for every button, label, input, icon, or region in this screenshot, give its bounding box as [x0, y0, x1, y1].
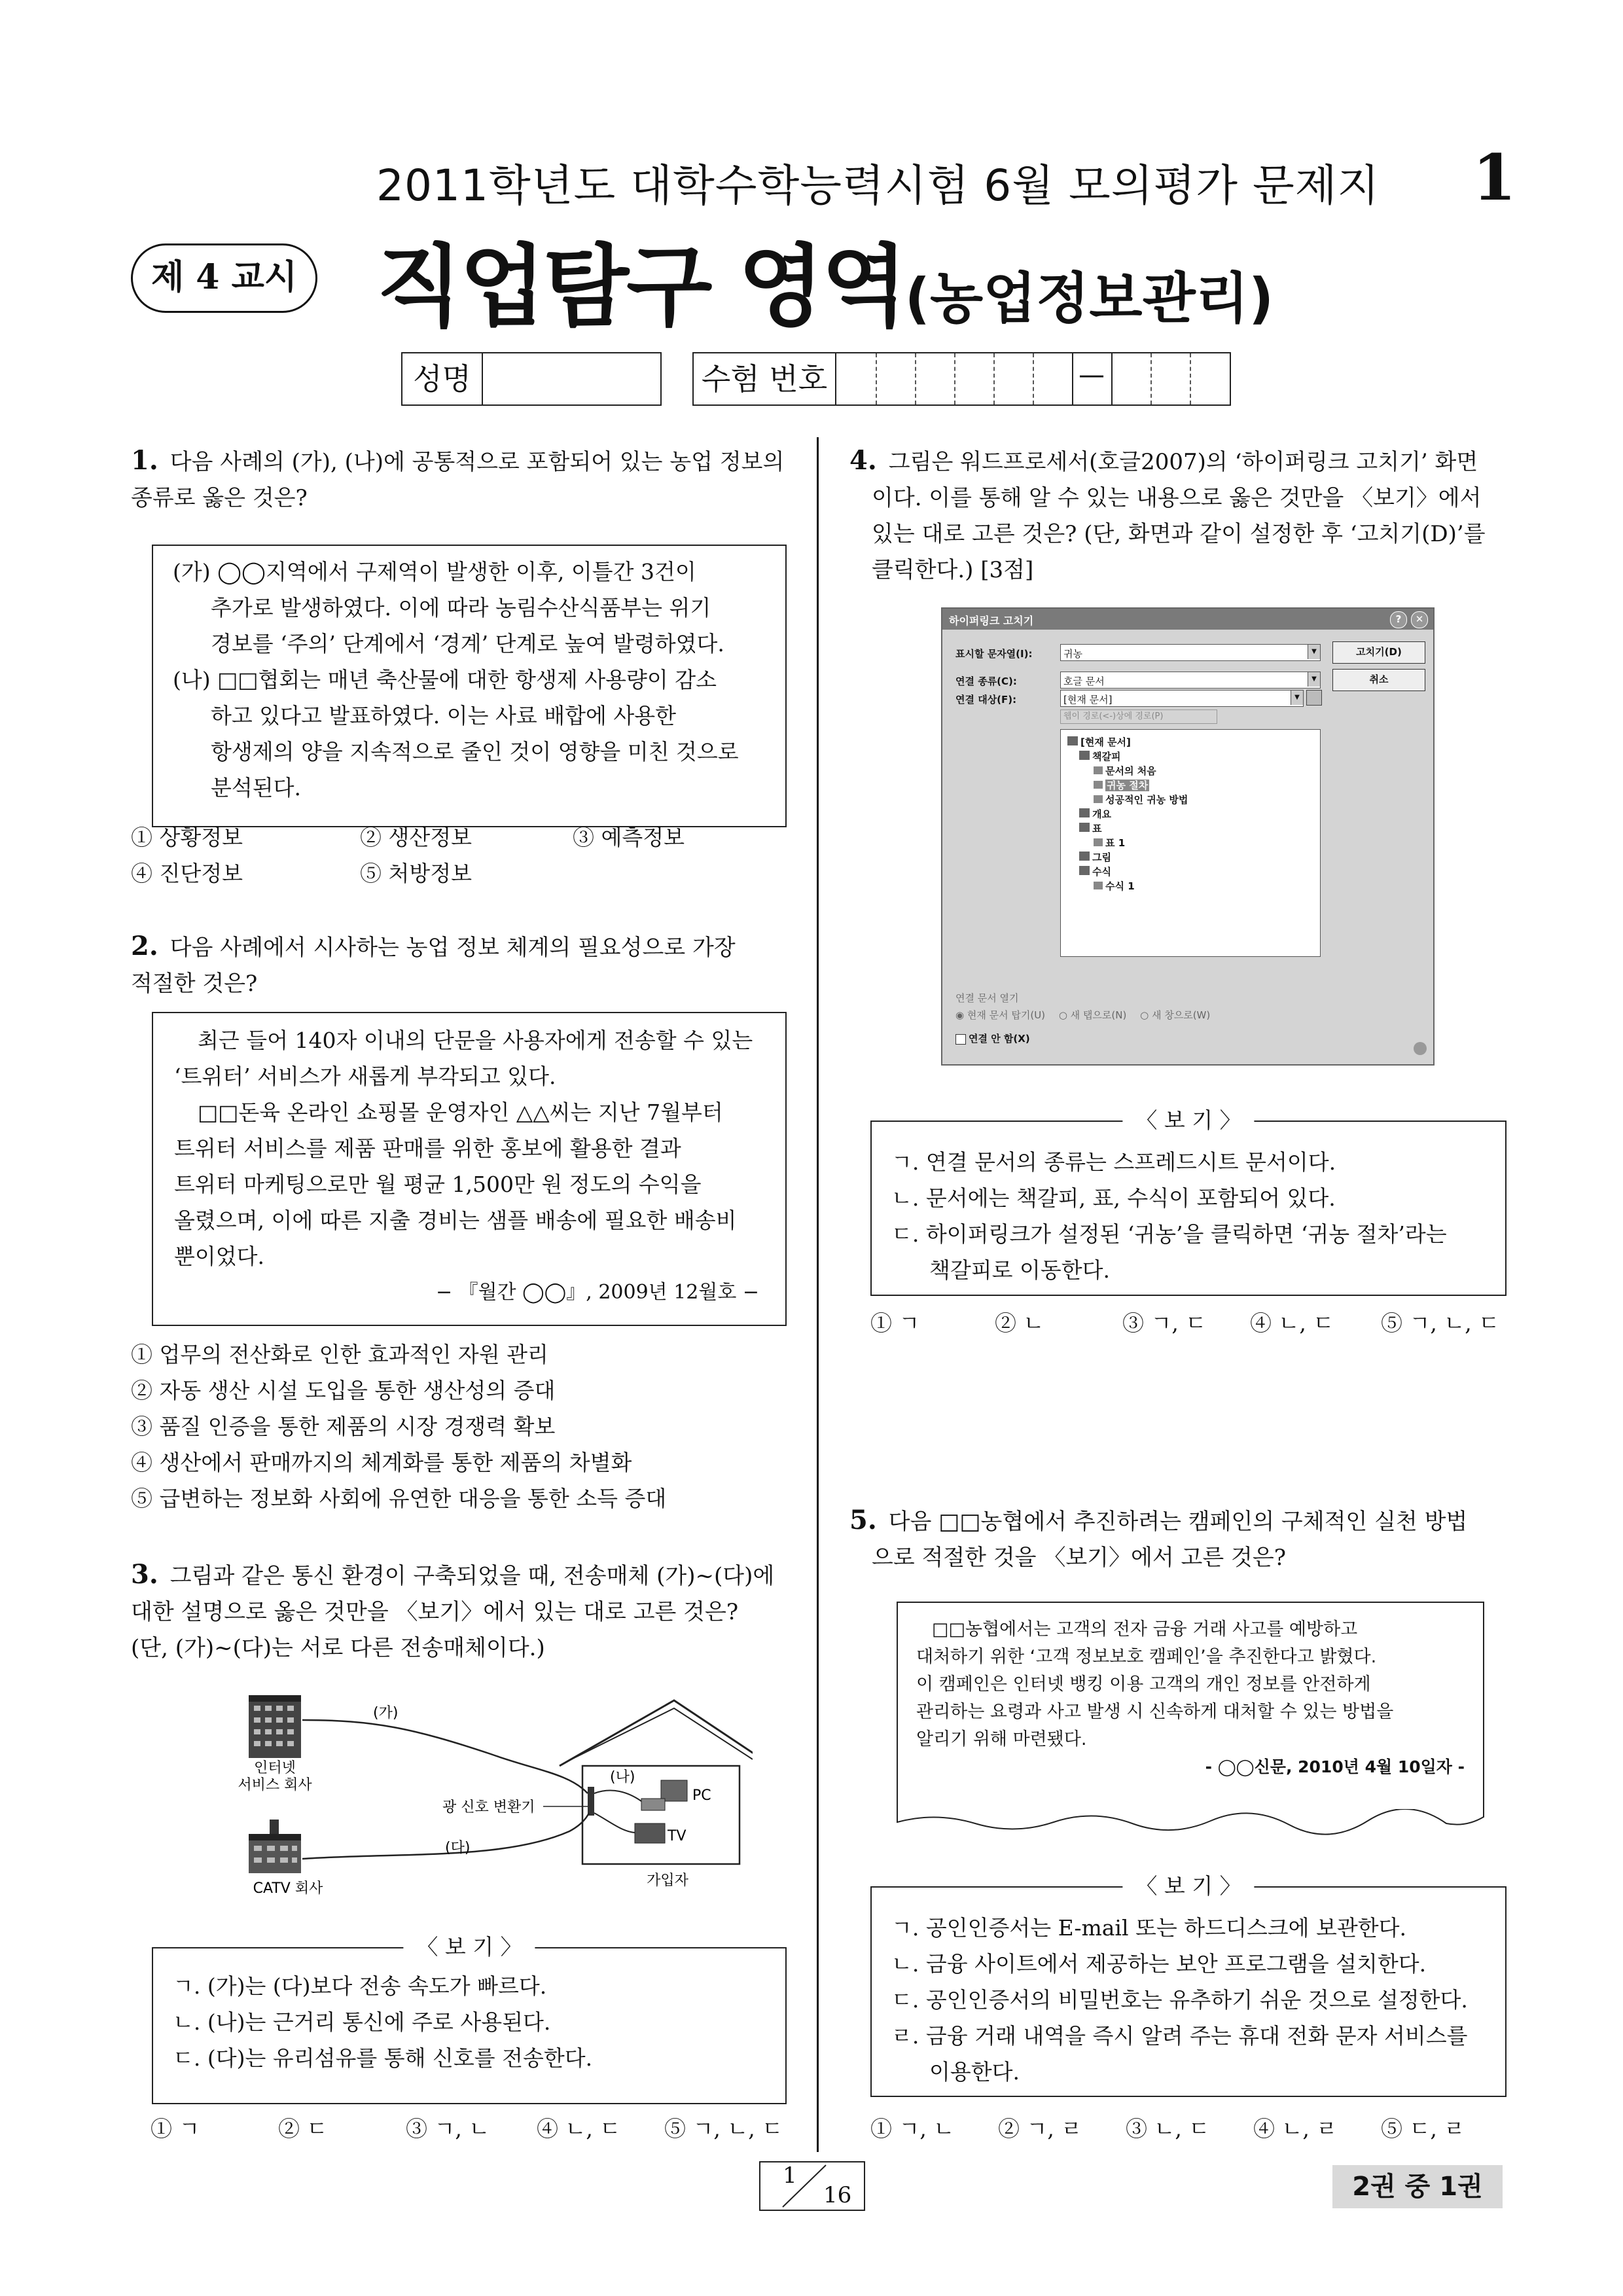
q1-option-4[interactable]: ④ 진단정보 — [131, 861, 243, 886]
exam-title: 2011학년도 대학수학능력시험 6월 모의평가 문제지 — [376, 160, 1380, 211]
q5-number: 5. — [849, 1505, 877, 1535]
name-input[interactable] — [482, 352, 662, 406]
q2-case-line: 트위터 마케팅으로만 월 평균 1,500만 원 정도의 수익을 — [174, 1172, 702, 1197]
link-target-select[interactable] — [1060, 690, 1304, 707]
cancel-button[interactable] — [1332, 669, 1425, 691]
q2-option-1[interactable]: ① 업무의 전산화로 인한 효과적인 자원 관리 — [131, 1342, 548, 1367]
tree-node[interactable] — [1094, 879, 1135, 893]
radio-new-tab-label: 새 탭으로(N) — [1070, 1009, 1127, 1021]
tree-label: 문서의 처음 — [1105, 765, 1156, 777]
q2-case-box — [152, 1012, 787, 1326]
book-icon — [1067, 736, 1078, 745]
q4-bogi-item: 책갈피로 이동한다. — [929, 1257, 1111, 1283]
tv-icon — [635, 1823, 665, 1843]
tree-node[interactable] — [1079, 821, 1102, 835]
q1-option-1[interactable]: ① 상황정보 — [131, 825, 243, 850]
disabled-path-button — [1060, 709, 1217, 724]
q2-stem-line1: 다음 사례에서 시사하는 농업 정보 체계의 필요성으로 가장 — [169, 935, 736, 961]
label-na: (나) — [610, 1769, 635, 1785]
tree-label: 수식 1 — [1105, 880, 1135, 892]
q5-bogi-item: ㄴ. 금융 사이트에서 제공하는 보안 프로그램을 설치한다. — [891, 1951, 1427, 1977]
tree-node[interactable] — [1079, 749, 1120, 763]
radio-new-window[interactable]: ○ 새 창으로(W) — [1140, 1009, 1211, 1021]
exam-no-input[interactable] — [835, 352, 1231, 406]
q4-bogi-item: ㄱ. 연결 문서의 종류는 스프레드시트 문서이다. — [891, 1149, 1336, 1175]
session-label: 제 4 교시 — [151, 257, 298, 297]
tree-node[interactable] — [1079, 807, 1111, 821]
tree-node[interactable] — [1094, 836, 1125, 850]
question-4 — [849, 442, 1517, 588]
name-label-cell — [401, 352, 483, 406]
q1-case-line: 분석된다. — [211, 775, 302, 800]
radio-new-tab[interactable]: ○ 새 탭으로(N) — [1058, 1009, 1127, 1021]
q3-network-figure — [229, 1689, 753, 1911]
q2-options — [131, 1336, 792, 1516]
q4-number: 4. — [849, 445, 877, 476]
volume-badge — [1332, 2165, 1503, 2208]
bookmark-icon — [1094, 838, 1103, 846]
isp-label-2: 서비스 회사 — [238, 1777, 312, 1793]
display-text-input[interactable] — [1060, 644, 1321, 661]
radio-new-window-label: 새 창으로(W) — [1151, 1009, 1211, 1021]
book-icon — [1079, 751, 1090, 760]
q1-stem-line1: 다음 사례의 (가), (나)에 공통적으로 포함되어 있는 농업 정보의 — [169, 449, 785, 475]
q5-bogi-box — [870, 1873, 1507, 2097]
tree-label: [현재 문서] — [1080, 736, 1131, 748]
q5-options — [870, 2111, 1525, 2150]
q4-option-4[interactable]: ④ ㄴ, ㄷ — [1250, 1310, 1334, 1336]
catv-building-icon — [249, 1820, 301, 1873]
exam-no-dash: — — [1079, 360, 1105, 390]
q4-stem-line4: 클릭한다.) [3점] — [872, 557, 1034, 583]
q2-option-4[interactable]: ④ 생산에서 판매까지의 체계화를 통한 제품의 차별화 — [131, 1450, 632, 1475]
question-3 — [131, 1556, 798, 1666]
page-total: 16 — [823, 2182, 852, 2208]
q2-option-3[interactable]: ③ 품질 인증을 통한 제품의 시장 경쟁력 확보 — [131, 1414, 556, 1439]
book-icon — [1079, 823, 1090, 832]
q1-option-5[interactable]: ⑤ 처방정보 — [360, 861, 473, 886]
dialog-title: 하이퍼링크 고치기 — [949, 615, 1034, 627]
help-icon[interactable]: ? — [1390, 611, 1407, 628]
label-da: (다) — [445, 1840, 471, 1856]
q5-bogi-item: ㄷ. 공인인증서의 비밀번호는 유추하기 쉬운 것으로 설정한다. — [891, 1987, 1468, 2013]
book-icon — [1079, 808, 1090, 817]
q4-bogi-item: ㄷ. 하이퍼링크가 설정된 ‘귀농’을 클릭하면 ‘귀농 절차’라는 — [891, 1221, 1447, 1247]
exam-no-label: 수험 번호 — [701, 361, 828, 397]
tree-label: 그림 — [1092, 852, 1111, 863]
dropdown-arrow-icon[interactable]: ▼ — [1308, 645, 1320, 659]
q5-bogi-item: ㄱ. 공인인증서는 E-mail 또는 하드디스크에 보관한다. — [891, 1915, 1407, 1941]
bookmark-icon — [1094, 766, 1103, 774]
tv-label: TV — [668, 1828, 687, 1844]
tree-label: 성공적인 귀농 방법 — [1105, 794, 1188, 806]
isp-building-icon — [249, 1695, 301, 1758]
q5-article-line: 대처하기 위한 ‘고객 정보보호 캠페인’을 추진한다고 밝혔다. — [916, 1647, 1377, 1667]
q3-option-4[interactable]: ④ ㄴ, ㄷ — [537, 2116, 621, 2142]
q2-source: − 『월간 ◯◯』, 2009년 12월호 − — [435, 1281, 759, 1304]
q4-stem-line1: 그림은 워드프로세서(호글2007)의 ‘하이퍼링크 고치기’ 화면 — [888, 449, 1478, 475]
link-target-value: [현재 문서] — [1063, 694, 1113, 706]
open-options — [955, 1008, 1210, 1022]
close-icon[interactable]: ✕ — [1411, 611, 1428, 628]
corner-icon — [1414, 1042, 1427, 1055]
q2-case-line: 올렸으며, 이에 따른 지출 경비는 샘플 배송에 필요한 배송비 — [174, 1208, 737, 1233]
tree-label: 표 1 — [1105, 837, 1126, 849]
q4-bogi-item: ㄴ. 문서에는 책갈피, 표, 수식이 포함되어 있다. — [891, 1185, 1336, 1211]
q5-option-4[interactable]: ④ ㄴ, ㄹ — [1253, 2116, 1338, 2142]
q2-case-line: 최근 들어 140자 이내의 단문을 사용자에게 전송할 수 있는 — [198, 1028, 753, 1053]
question-5 — [849, 1502, 1517, 1576]
q1-case-line: 경보를 ‘주의’ 단계에서 ‘경계’ 단계로 높여 발령하였다. — [211, 631, 724, 656]
q5-article-line: 이 캠페인은 인터넷 뱅킹 이용 고객의 개인 정보를 안전하게 — [916, 1674, 1371, 1695]
q3-number: 3. — [131, 1559, 158, 1590]
tree-node[interactable] — [1079, 850, 1111, 864]
q5-option-3[interactable]: ③ ㄴ, ㄷ — [1126, 2116, 1210, 2142]
question-2 — [131, 928, 792, 1002]
q3-stem-line2: 대한 설명으로 옳은 것만을 〈보기〉에서 있는 대로 고른 것은? — [131, 1599, 739, 1625]
q5-bogi-title: 〈 보 기 〉 — [1122, 1869, 1254, 1900]
q4-stem-line3: 있는 대로 고른 것은? (단, 화면과 같이 설정한 후 ‘고치기(D)’를 — [872, 521, 1486, 547]
display-text-label: 표시할 문자열(I): — [955, 648, 1033, 660]
q1-case-line: (나) □□협회는 매년 축산물에 대한 항생제 사용량이 감소 — [173, 667, 717, 692]
q3-bogi-item: ㄴ. (나)는 근거리 통신에 주로 사용된다. — [173, 2009, 551, 2035]
q5-article-torn-edge — [897, 1809, 1484, 1835]
document-tree[interactable] — [1060, 729, 1321, 957]
page-number-box — [759, 2161, 865, 2211]
q1-case-line: 추가로 발생하였다. 이에 따라 농림수산식품부는 위기 — [211, 595, 711, 620]
q2-case-line: ‘트위터’ 서비스가 새롭게 부각되고 있다. — [174, 1064, 556, 1089]
q4-option-5[interactable]: ⑤ ㄱ, ㄴ, ㄷ — [1381, 1310, 1500, 1336]
q2-number: 2. — [131, 931, 158, 961]
q4-stem-line2: 이다. 이를 통해 알 수 있는 내용으로 옳은 것만을 〈보기〉에서 — [872, 485, 1482, 511]
q4-bogi-box — [870, 1107, 1507, 1296]
bookmark-icon — [1094, 795, 1103, 803]
page-current: 1 — [783, 2162, 797, 2189]
tree-node-selected[interactable] — [1094, 778, 1149, 792]
q4-option-3[interactable]: ③ ㄱ, ㄷ — [1122, 1310, 1207, 1336]
q5-option-1[interactable]: ① ㄱ, ㄴ — [870, 2116, 955, 2142]
q3-bogi-box — [152, 1934, 787, 2104]
cancel-button-label: 취소 — [1369, 673, 1389, 685]
tree-node[interactable] — [1079, 865, 1111, 878]
ok-button[interactable] — [1332, 641, 1425, 664]
open-doc-label: 연결 문서 열기 — [955, 992, 1019, 1004]
q5-option-2[interactable]: ② ㄱ, ㄹ — [998, 2116, 1082, 2142]
q1-case-box — [152, 545, 787, 827]
q5-option-5[interactable]: ⑤ ㄷ, ㄹ — [1381, 2116, 1465, 2142]
pc-icon — [641, 1780, 687, 1810]
folder-icon[interactable] — [1306, 690, 1322, 706]
tree-label: 책갈피 — [1092, 751, 1121, 762]
no-link-label: 연결 안 함(X) — [969, 1033, 1030, 1045]
isp-label-1: 인터넷 — [254, 1760, 296, 1776]
q4-option-2[interactable]: ② ㄴ — [995, 1310, 1044, 1336]
q1-case-line: 항생제의 양을 지속적으로 줄인 것이 영향을 미친 것으로 — [211, 739, 739, 764]
q3-bogi-item: ㄷ. (다)는 유리섬유를 통해 신호를 전송한다. — [173, 2045, 593, 2071]
exam-no-label-cell — [692, 352, 836, 406]
q3-stem-line3: (단, (가)~(다)는 서로 다른 전송매체이다.) — [131, 1635, 545, 1661]
q3-bogi-item: ㄱ. (가)는 (다)보다 전송 속도가 빠르다. — [173, 1973, 547, 1999]
q1-stem-line2: 종류로 옳은 것은? — [131, 485, 308, 511]
q1-option-3[interactable]: ③ 예측정보 — [573, 825, 685, 850]
q2-case-line: □□돈육 온라인 쇼핑몰 운영자인 △△씨는 지난 7월부터 — [198, 1100, 723, 1125]
q5-article-source: - ◯◯신문, 2010년 4월 10일자 - — [1205, 1757, 1465, 1776]
tree-label: 표 — [1092, 823, 1102, 834]
q2-case-line: 트위터 서비스를 제품 판매를 위한 홍보에 활용한 결과 — [174, 1136, 681, 1161]
ok-button-label: 고치기(D) — [1356, 646, 1402, 658]
tree-node[interactable] — [1067, 735, 1131, 749]
q4-options — [870, 1305, 1525, 1344]
q2-stem-line2: 적절한 것은? — [131, 971, 258, 997]
dropdown-arrow-icon[interactable]: ▼ — [1308, 672, 1320, 687]
q5-article-box — [897, 1602, 1484, 1811]
pc-label: PC — [692, 1787, 711, 1804]
q2-option-2[interactable]: ② 자동 생산 시설 도입을 통한 생산성의 증대 — [131, 1378, 556, 1403]
q3-options — [151, 2111, 805, 2150]
catv-label: CATV 회사 — [253, 1880, 323, 1897]
tree-label: 귀농 절차 — [1107, 780, 1149, 791]
q3-option-5[interactable]: ⑤ ㄱ, ㄴ, ㄷ — [664, 2116, 783, 2142]
checkbox-icon[interactable] — [955, 1034, 966, 1045]
home-label: 가입자 — [647, 1873, 688, 1889]
dialog-titlebar — [942, 609, 1433, 630]
q4-option-1[interactable]: ① ㄱ — [870, 1310, 920, 1336]
q2-option-5[interactable]: ⑤ 급변하는 정보화 사회에 유연한 대응을 통한 소득 증대 — [131, 1486, 667, 1511]
tree-node[interactable] — [1094, 764, 1156, 778]
q5-stem-line2: 으로 적절한 것을 〈보기〉에서 고른 것은? — [872, 1545, 1286, 1571]
q1-option-2[interactable]: ② 생산정보 — [360, 825, 473, 850]
tree-node[interactable] — [1094, 793, 1188, 806]
book-icon — [1079, 866, 1090, 875]
tree-label: 개요 — [1092, 808, 1111, 820]
q5-article-line: □□농협에서는 고객의 전자 금융 거래 사고를 예방하고 — [932, 1619, 1358, 1640]
radio-current-label: 현재 문서 탑기(U) — [967, 1009, 1046, 1021]
column-divider — [817, 437, 819, 2152]
q2-case-line: 뿐이었다. — [174, 1244, 265, 1269]
dropdown-arrow-icon[interactable]: ▼ — [1291, 691, 1303, 705]
q3-option-1[interactable]: ① ㄱ — [151, 2116, 200, 2142]
modem-label: 광 신호 변환기 — [442, 1799, 535, 1816]
name-label: 성명 — [413, 361, 471, 397]
link-type-label: 연결 종류(C): — [955, 675, 1017, 687]
session-badge — [131, 243, 317, 313]
book-icon — [1079, 852, 1090, 861]
q1-case-line: 하고 있다고 발표하였다. 이는 사료 배합에 사용한 — [211, 703, 676, 728]
disabled-path-label: 웹이 경로(<-)상에 경로(P) — [1063, 711, 1164, 721]
q3-option-2[interactable]: ② ㄷ — [278, 2116, 328, 2142]
q5-bogi-item: ㄹ. 금융 거래 내역을 즉시 알려 주는 휴대 전화 문자 서비스를 — [891, 2023, 1468, 2049]
subject-title — [376, 215, 1274, 343]
link-type-select[interactable] — [1060, 672, 1321, 689]
display-text-value: 귀농 — [1063, 648, 1082, 660]
label-ga: (가) — [373, 1705, 399, 1721]
q1-number: 1. — [131, 445, 158, 476]
q5-stem-line1: 다음 □□농협에서 추진하려는 캠페인의 구체적인 실천 방법 — [888, 1509, 1468, 1535]
tree-label: 수식 — [1092, 866, 1111, 878]
q1-case-line: (가) ◯◯지역에서 구제역이 발생한 이후, 이틀간 3건이 — [173, 559, 696, 584]
no-link-checkbox[interactable] — [955, 1031, 1030, 1045]
subject-sub: (농업정보관리) — [904, 266, 1274, 331]
bookmark-icon — [1094, 781, 1103, 789]
subject-main: 직업탐구 영역 — [376, 236, 905, 339]
hyperlink-dialog — [941, 607, 1435, 1066]
q4-bogi-title: 〈 보 기 〉 — [1122, 1103, 1254, 1134]
link-type-value: 호글 문서 — [1063, 675, 1105, 687]
page-badge: 1 — [1472, 141, 1516, 215]
q1-options — [131, 819, 792, 891]
q5-article-line: 관리하는 요령과 사고 발생 시 신속하게 대처할 수 있는 방법을 — [916, 1702, 1394, 1722]
bookmark-icon — [1094, 882, 1103, 889]
q5-article-line: 알리기 위해 마련됐다. — [916, 1729, 1087, 1749]
q3-bogi-title: 〈 보 기 〉 — [403, 1930, 535, 1961]
radio-current[interactable]: ◉ 현재 문서 탑기(U) — [955, 1009, 1046, 1021]
q3-option-3[interactable]: ③ ㄱ, ㄴ — [406, 2116, 490, 2142]
link-target-label: 연결 대상(F): — [955, 694, 1017, 706]
question-1 — [131, 442, 792, 516]
q5-bogi-item: 이용한다. — [929, 2059, 1020, 2085]
modem-icon — [588, 1787, 594, 1816]
q3-stem-line1: 그림과 같은 통신 환경이 구축되었을 때, 전송매체 (가)~(다)에 — [169, 1563, 775, 1589]
volume-label: 2권 중 1권 — [1352, 2172, 1483, 2202]
